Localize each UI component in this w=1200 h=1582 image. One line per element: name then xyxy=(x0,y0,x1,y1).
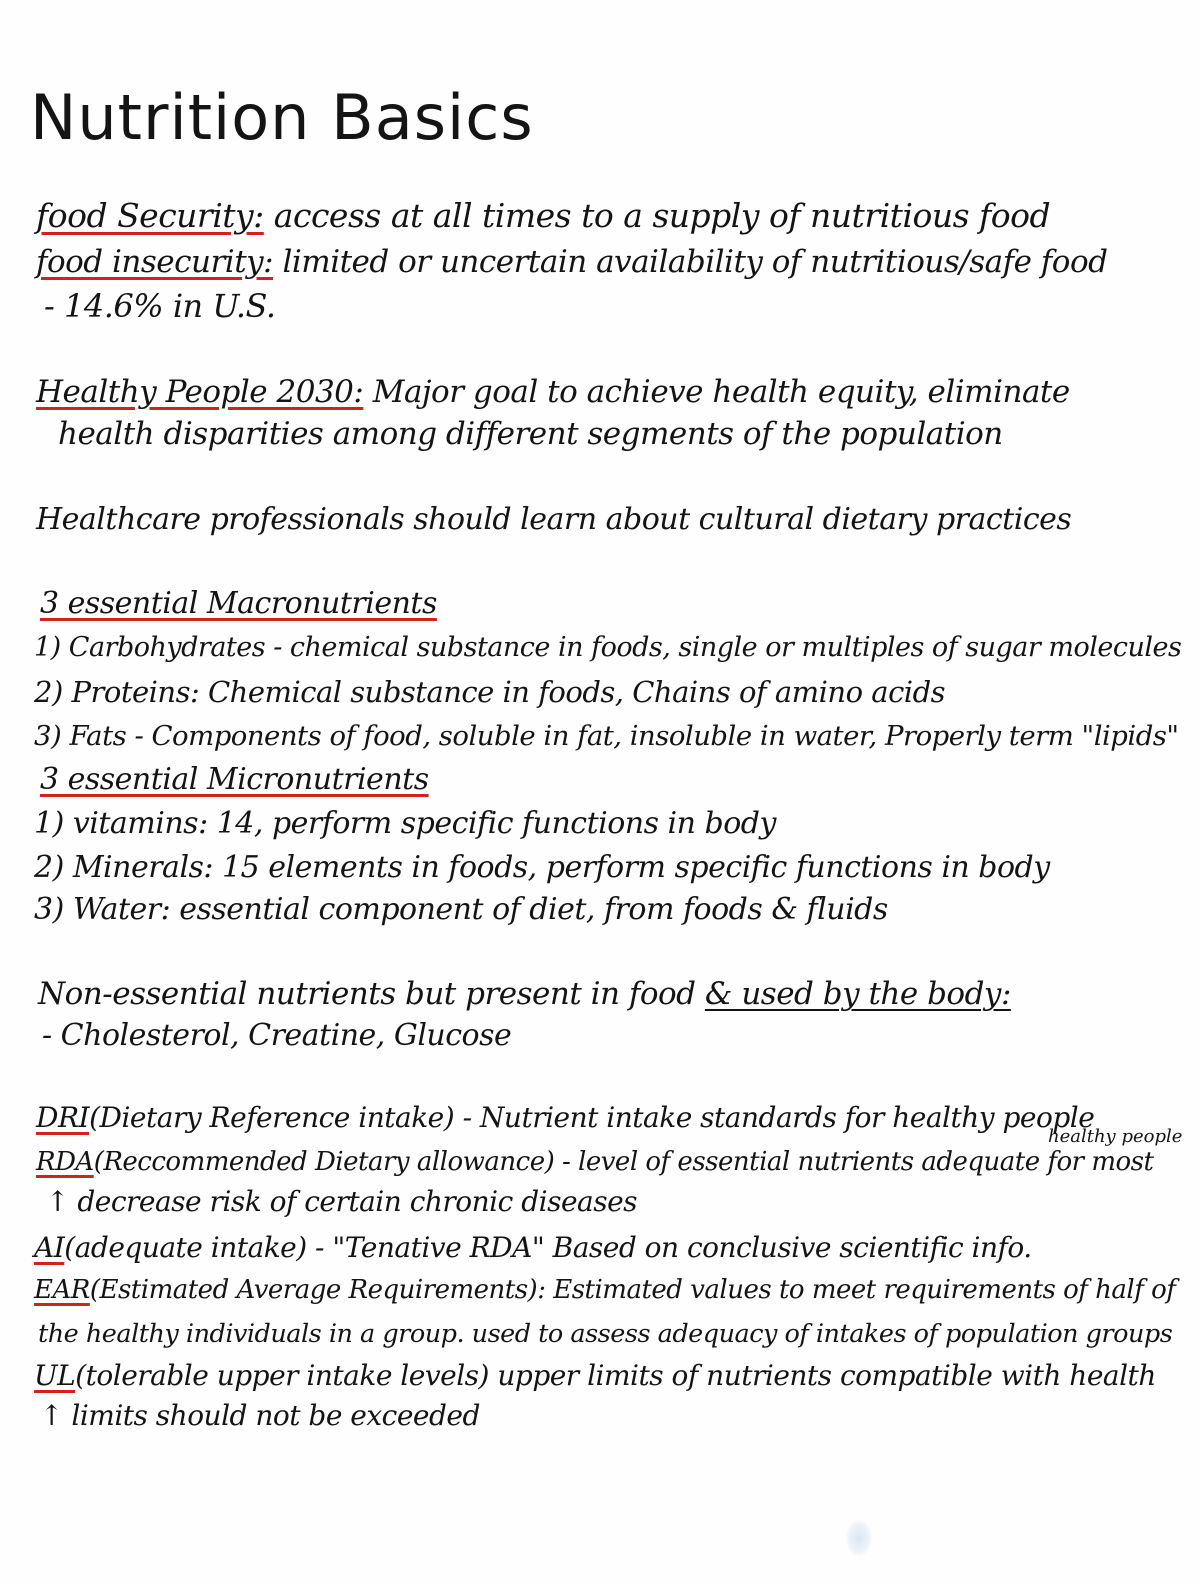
ai-term: AI xyxy=(34,1231,65,1264)
ear-def: (Estimated Average Requirements): Estimated values to meet requirements of half of xyxy=(89,1275,1176,1305)
food-security-def: access at all times to a supply of nutritious food xyxy=(263,196,1051,235)
ul-note: ↑ limits should not be exceeded xyxy=(40,1399,480,1432)
macronutrient-item: 1) Carbohydrates - chemical substance in foods, single or multiples of sugar molecules xyxy=(34,632,1182,663)
food-insecurity-def: limited or uncertain availability of nutritious/safe food xyxy=(273,244,1108,280)
rda-superscript: healthy people xyxy=(1048,1126,1183,1147)
micronutrient-item: 3) Water: essential component of diet, from foods & fluids xyxy=(34,892,888,927)
rda-def: (Reccommended Dietary allowance) - level of essential nutrients adequate for most xyxy=(93,1147,1154,1177)
ul-def: (tolerable upper intake levels) upper limits of nutrients compatible with health xyxy=(75,1359,1156,1392)
rda-note: ↑ decrease risk of certain chronic diseases xyxy=(46,1185,638,1218)
macronutrients-heading-text: 3 essential Macronutrients xyxy=(40,586,437,621)
micronutrient-item: 2) Minerals: 15 elements in foods, perform specific functions in body xyxy=(34,850,1050,885)
macronutrient-item: 2) Proteins: Chemical substance in foods, Chains of amino acids xyxy=(34,675,946,709)
ul-line xyxy=(34,1356,1156,1396)
healthy-people-cont: health disparities among different segments of the population xyxy=(58,416,1003,452)
food-insecurity-stat: - 14.6% in U.S. xyxy=(44,287,276,325)
food-insecurity-term: food insecurity: xyxy=(36,244,274,280)
healthy-people-term: Healthy People 2030: xyxy=(36,374,364,410)
food-security-line xyxy=(36,196,1050,236)
ul-term: UL xyxy=(34,1359,76,1392)
ear-term: EAR xyxy=(34,1275,90,1305)
ai-line xyxy=(34,1228,1032,1268)
micronutrient-item: 1) vitamins: 14, perform specific functions in body xyxy=(34,806,776,841)
micronutrients-heading xyxy=(40,760,429,800)
food-security-term: food Security: xyxy=(36,196,264,235)
healthcare-note: Healthcare professionals should learn about cultural dietary practices xyxy=(36,502,1072,537)
food-insecurity-line xyxy=(36,242,1107,282)
macronutrients-heading xyxy=(40,584,437,624)
dri-def: (Dietary Reference intake) - Nutrient intake standards for healthy people xyxy=(89,1101,1095,1134)
nonessential-examples: - Cholesterol, Creatine, Glucose xyxy=(42,1018,512,1053)
dri-term: DRI xyxy=(36,1101,90,1134)
nonessential-underlined: & used by the body: xyxy=(704,976,1011,1012)
micronutrients-heading-text: 3 essential Micronutrients xyxy=(40,762,429,797)
rda-term: RDA xyxy=(36,1147,94,1177)
nonessential-line xyxy=(38,974,1011,1014)
page-title: Nutrition Basics xyxy=(30,81,534,154)
nonessential-lead: Non-essential nutrients but present in food xyxy=(38,976,705,1012)
ear-cont: the healthy individuals in a group. used to assess adequacy of intakes of population groups xyxy=(38,1319,1173,1349)
ai-def: (adequate intake) - "Tenative RDA" Based on conclusive scientific info. xyxy=(64,1231,1032,1264)
rda-line xyxy=(36,1142,1153,1182)
ink-smudge xyxy=(846,1520,872,1556)
ear-line xyxy=(34,1270,1175,1310)
healthy-people-def: Major goal to achieve health equity, eliminate xyxy=(363,374,1070,410)
healthy-people-line xyxy=(36,372,1070,412)
macronutrient-item: 3) Fats - Components of food, soluble in fat, insoluble in water, Properly term "lipids" xyxy=(34,720,1179,752)
dri-line xyxy=(36,1098,1094,1138)
